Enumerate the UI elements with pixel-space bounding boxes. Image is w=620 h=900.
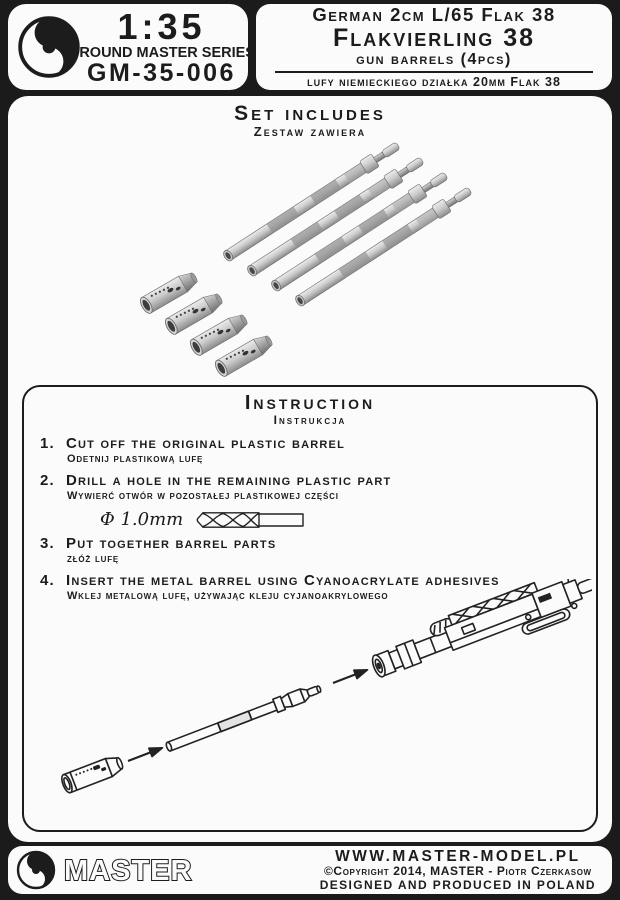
step-3-translation: złóż lufę [67,553,120,566]
step-3 [40,535,596,552]
brand-text [68,5,255,88]
origin-line: DESIGNED AND PRODUCED IN POLAND [319,877,596,892]
footer-text [320,848,596,892]
metal-barrels-render [8,133,612,379]
instruction-title: Instruction [244,392,376,414]
svg-text:MASTER: MASTER [64,855,193,887]
step-2-translation: Wywierć otwór w pozostałej plastikowej części [67,489,339,502]
instruction-steps [40,435,596,603]
step-4-text: Insert the metal barrel using Cyanoacrylate adhesives [66,571,500,589]
step-3-text: Put together barrel parts [66,535,277,553]
website-url: WWW.MASTER-MODEL.PL [335,847,581,865]
brand-panel [8,4,255,90]
set-includes-title-pl: Zestaw zawiera [253,124,367,140]
footer-panel [8,846,612,894]
master-wordmark [60,850,212,890]
step-3-number: 3. [40,535,55,553]
master-spiral-logo-icon [16,850,56,890]
content-panel [8,96,612,842]
step-1-text: Cut off the original plastic barrel [66,435,345,453]
drill-diameter-label: Φ 1.0mm [100,508,184,530]
step-2-number: 2. [40,471,55,489]
copyright-line: ©Copyright 2014, MASTER - Piotr Czerkasow [323,864,592,879]
title-line-2: Flakvierling 38 [332,23,536,52]
step-1-number: 1. [40,435,55,453]
step-2-text: Drill a hole in the remaining plastic part [66,471,392,489]
drill-size-row [100,508,596,531]
step-4-translation: Wklej metalową lufę, używając kleju cyjanoakrylowego [67,589,389,602]
drill-bit-icon [195,510,307,530]
set-includes-title: Set includes [234,102,386,125]
title-panel [256,4,612,90]
instruction-title-pl: Instrukcja [273,413,347,427]
exploded-assembly-diagram [28,579,592,827]
step-4-number: 4. [40,571,55,589]
title-line-1: German 2cm L/65 Flak 38 [312,4,556,26]
scale-label: 1:35 [117,5,206,47]
step-1-translation: Odetnij plastikową lufę [67,453,204,466]
series-label: GROUND MASTER SERIES [68,44,255,61]
instruction-panel [22,385,598,832]
product-code: GM-35-006 [87,59,236,88]
step-2 [40,472,596,489]
title-line-3: gun barrels (4pcs) [356,50,512,68]
step-1 [40,435,596,452]
title-divider [275,71,593,73]
instruction-heading [24,393,596,427]
title-subtitle-pl: lufy niemieckiego działka 20mm Flak 38 [307,75,561,90]
